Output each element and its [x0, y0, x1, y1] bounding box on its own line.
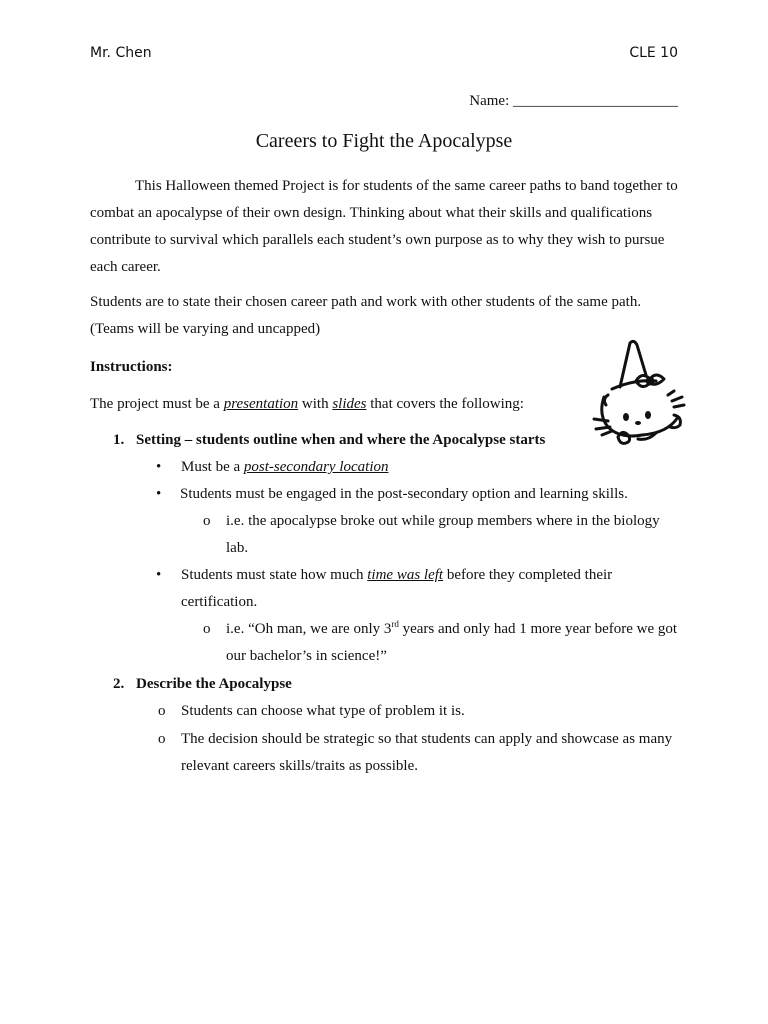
- bullet-engaged: Students must be engaged in the post-secondary option and learning skills.: [180, 486, 628, 502]
- bullet-time-text-2: before they completed their certification.: [181, 567, 613, 610]
- sub-bullet-quote: [226, 616, 681, 670]
- bullet-location-text: Must be a: [181, 459, 244, 475]
- item-1-number: 1.: [113, 432, 125, 448]
- post-secondary-emphasis: post-secondary location: [243, 459, 389, 475]
- sub-bullet-icon: o: [158, 731, 166, 747]
- intro-paragraph: This Halloween themed Project is for students of the same career paths to band together to combat an apocalypse of their own design. Thinking about what their skills and qualifications contribute to survival which parallels each student’s own purpose as to why they wish to pursue each career.: [90, 178, 678, 275]
- item-2-heading: Describe the Apocalypse: [136, 676, 292, 692]
- bullet-icon: •: [156, 486, 162, 502]
- ordinal-superscript: rd: [391, 619, 399, 629]
- item-1-heading: Setting – students outline when and where the Apocalypse starts: [136, 432, 546, 448]
- bullet-icon: •: [156, 567, 162, 583]
- sub-bullet-strategic: The decision should be strategic so that students can apply and showcase as many relevant careers skills/traits as possible.: [181, 731, 673, 774]
- sub-bullet-biology-lab: i.e. the apocalypse broke out while group members where in the biology lab.: [226, 513, 660, 556]
- sub-bullet-icon: o: [203, 513, 211, 529]
- time-was-left-emphasis: time was left: [367, 567, 444, 583]
- bullet-time-left: [181, 562, 681, 616]
- instructions-heading: Instructions:: [90, 359, 173, 375]
- course-code: CLE 10: [629, 45, 678, 61]
- bullet-location: [181, 454, 681, 481]
- hello-kitty-witch-icon: [590, 335, 690, 450]
- quote-text-2: years and only had 1 more year before we got our bachelor’s in science!”: [226, 621, 678, 664]
- project-text-2: with: [298, 396, 333, 412]
- slides-emphasis: slides: [332, 396, 367, 412]
- sub-bullet-icon: o: [203, 621, 211, 637]
- item-2-number: 2.: [113, 676, 125, 692]
- name-field: Name: ______________________: [469, 93, 678, 109]
- project-text-3: that covers the following:: [366, 396, 524, 412]
- bullet-time-text-1: Students must state how much: [181, 567, 368, 583]
- presentation-emphasis: presentation: [223, 396, 299, 412]
- students-paragraph: Students are to state their chosen career path and work with other students of the same path. (Teams will be varying and uncapped): [90, 294, 642, 337]
- project-text-1: The project must be a: [90, 396, 224, 412]
- quote-text-1: i.e. “Oh man, we are only 3: [226, 621, 392, 637]
- sub-bullet-problem-type: Students can choose what type of problem it is.: [181, 703, 465, 719]
- page-title: Careers to Fight the Apocalypse: [255, 130, 513, 152]
- teacher-name: Mr. Chen: [90, 45, 152, 61]
- bullet-icon: •: [156, 459, 162, 475]
- sub-bullet-icon: o: [158, 703, 166, 719]
